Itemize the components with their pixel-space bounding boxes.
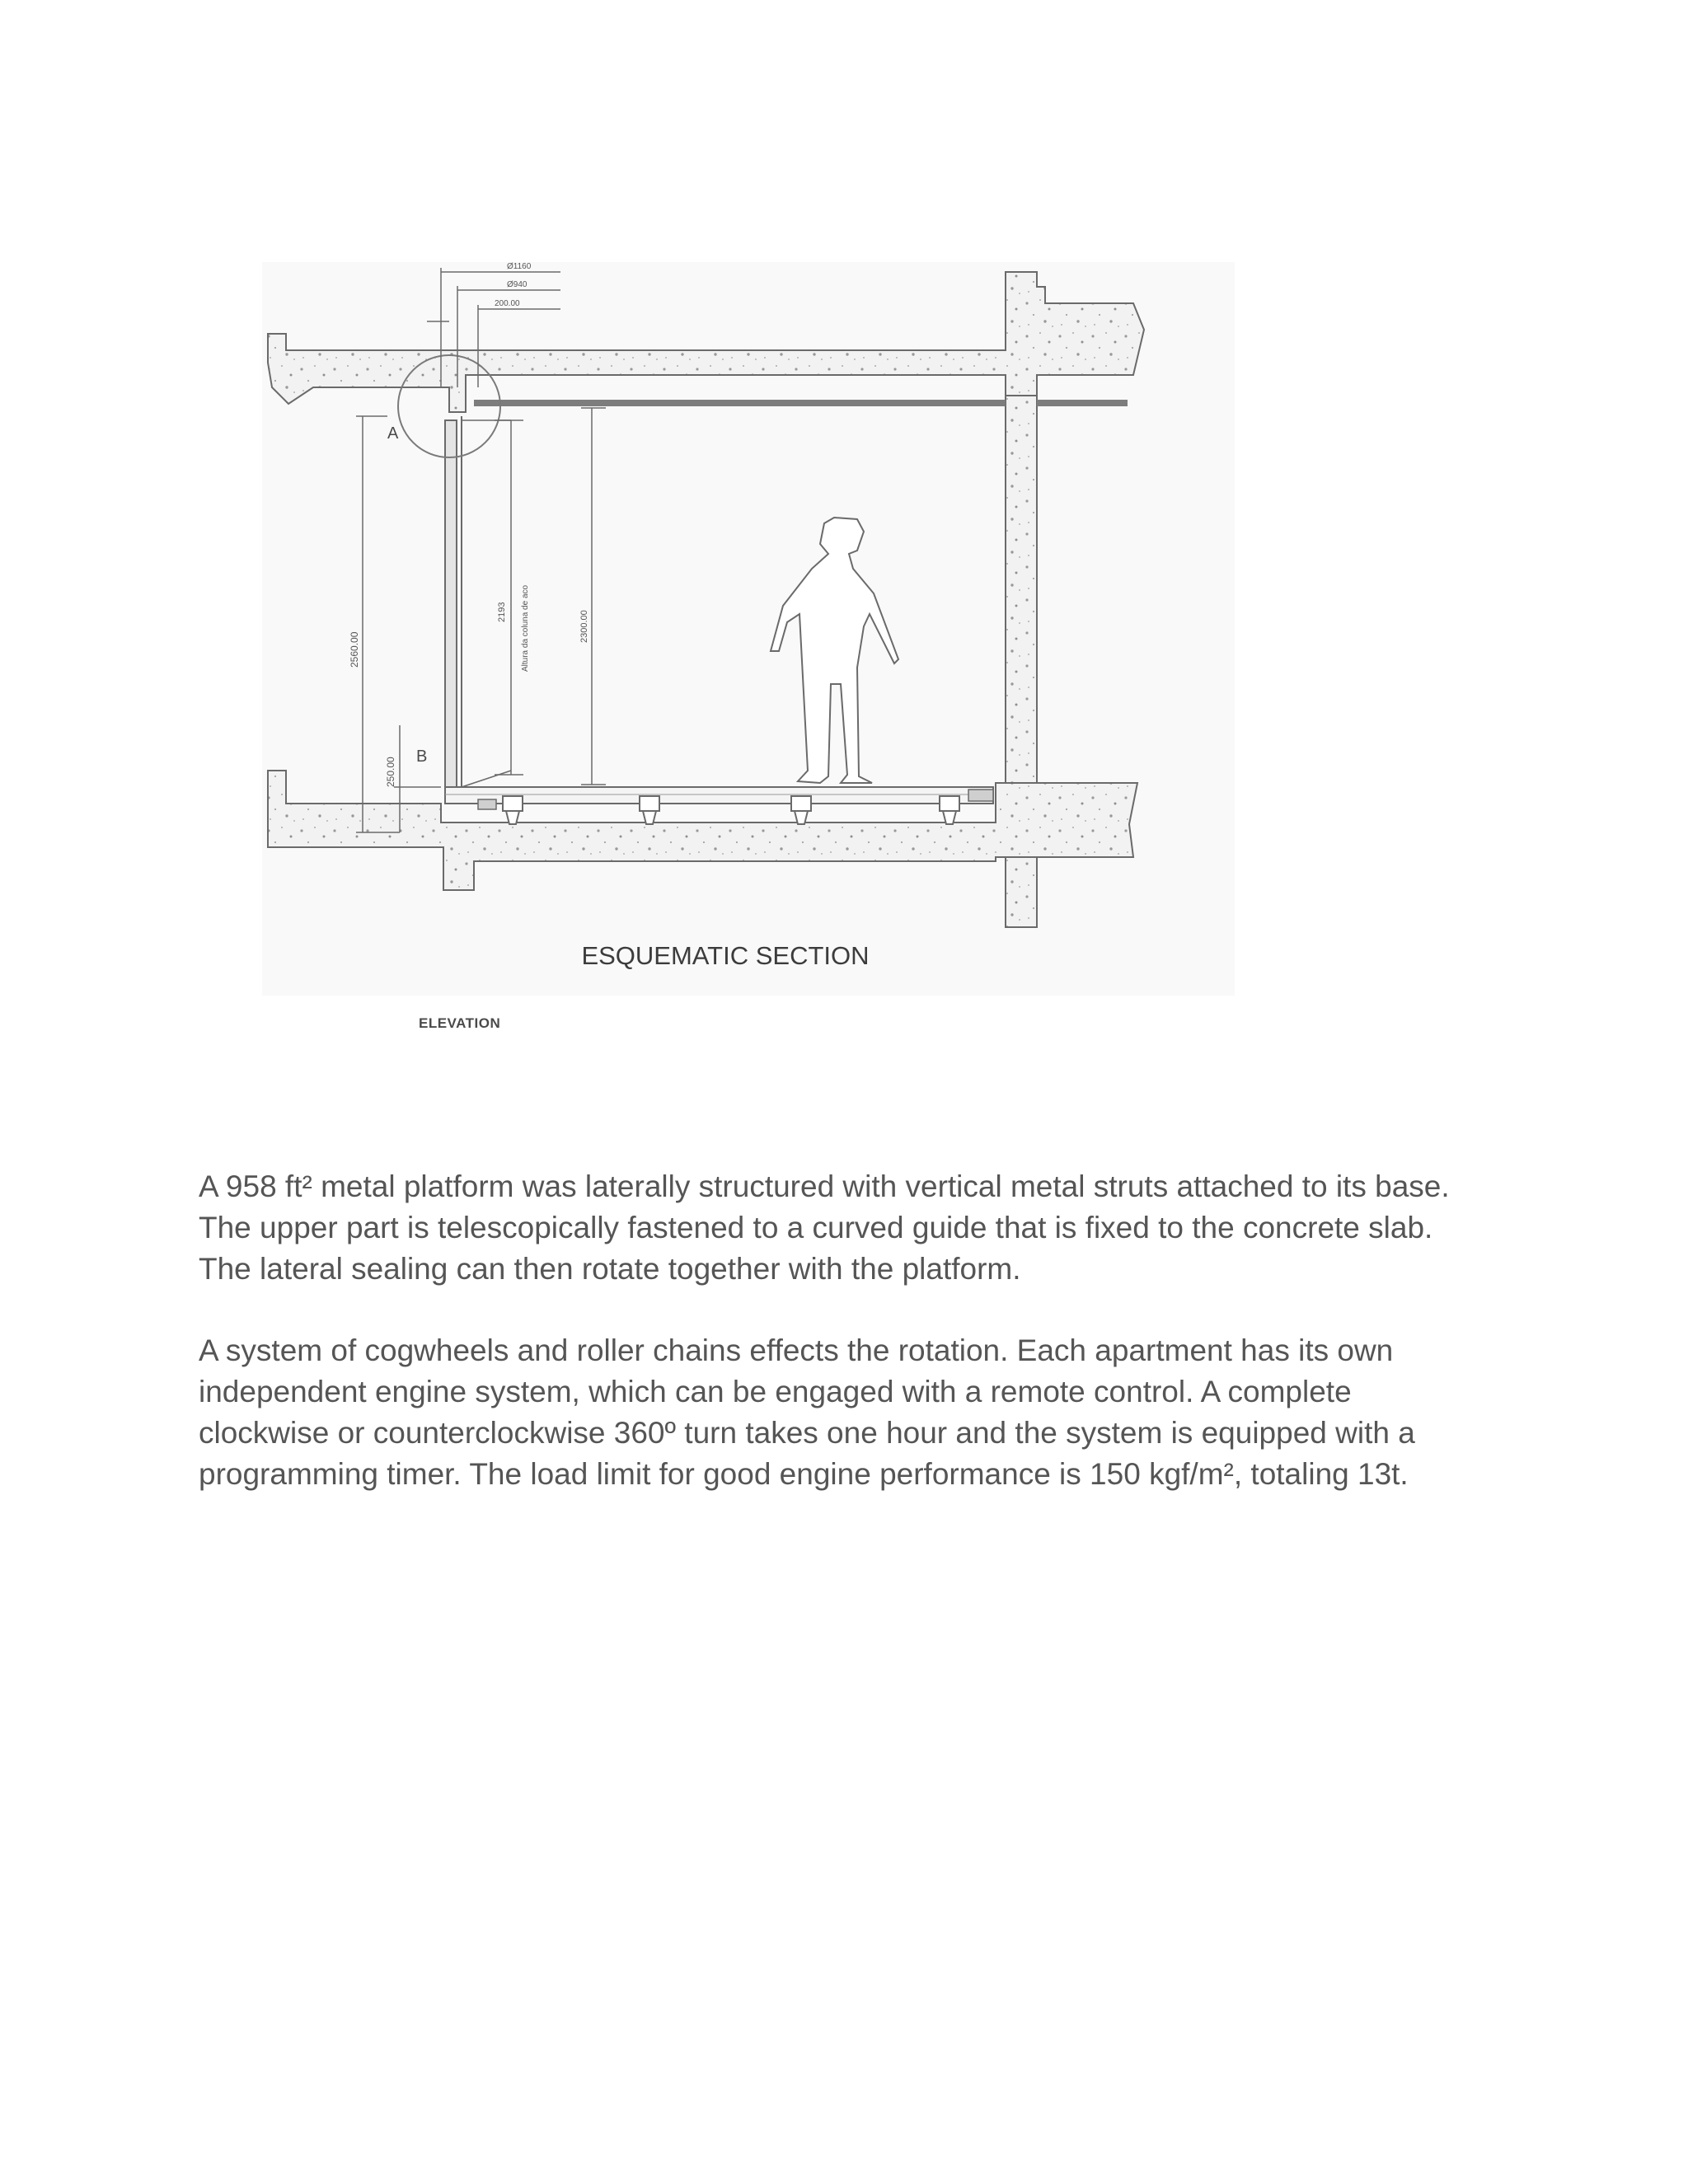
dim-overall: 2560.00: [349, 631, 360, 668]
elevation-caption: ELEVATION: [419, 1015, 501, 1031]
dim-seal-note: Altura da coluna de aco: [521, 584, 530, 672]
esquematic-section-drawing: [239, 231, 1253, 1014]
ceiling-guide-rail-ext: [1037, 400, 1128, 406]
dim-seal: 2193: [497, 602, 507, 622]
paragraph-platform: A 958 ft² metal platform was laterally structured with vertical metal struts attached to its base. The upper part is telescopically fastened to a curved guide that is fixed to the concrete slab. The lateral sealing can then rotate together with the platform.: [199, 1169, 1450, 1286]
drawing-title: ESQUEMATIC SECTION: [581, 941, 870, 970]
marker-a: A: [387, 424, 399, 443]
dim-clear: 2300.00: [579, 610, 589, 643]
dim-top-3: 200.00: [495, 299, 520, 308]
dim-top-2: Ø940: [507, 280, 528, 289]
ceiling-guide-rail: [474, 400, 1006, 406]
paragraph-rotation-system: A system of cogwheels and roller chains effects the rotation. Each apartment has its own independent engine system, which can be engaged with a remote control. A complete clockwise or counterclockwise 360º turn takes one hour and the system is equipped with a programming timer. The load limit for good engine performance is 150 kgf/m², totaling 13t.: [199, 1333, 1415, 1491]
marker-b: B: [416, 748, 428, 766]
lateral-sealing-panel: [445, 420, 457, 787]
dim-top-1: Ø1160: [507, 262, 532, 271]
rotating-platform: [445, 787, 993, 804]
dim-base: 250.00: [385, 757, 396, 787]
